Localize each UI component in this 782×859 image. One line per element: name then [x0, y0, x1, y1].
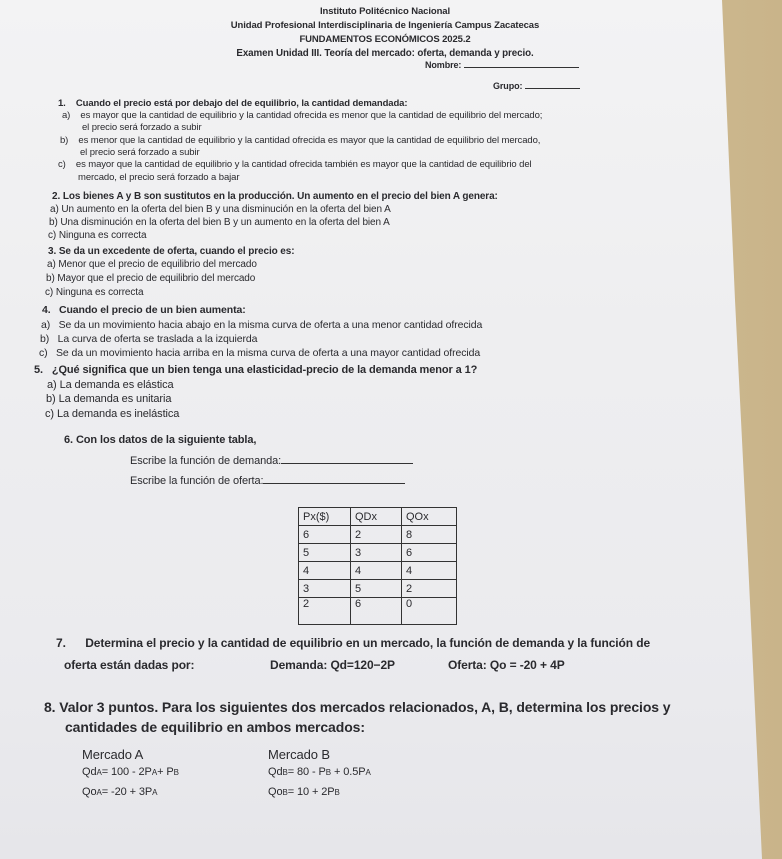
exam-title: Examen Unidad III. Teoría del mercado: oferta, demanda y precio.	[236, 48, 534, 59]
option-a[interactable]: a) Se da un movimiento hacia abajo en la misma curva de oferta a una menor cantidad ofrecida	[41, 319, 483, 331]
demand-prompt: Escribe la función de demanda:	[130, 455, 282, 467]
market-a-title: Mercado A	[82, 747, 144, 762]
question-text-cont: cantidades de equilibrio en ambos mercados:	[65, 719, 365, 735]
question-text-cont: oferta están dadas por:	[64, 658, 195, 672]
table-cell: 6	[299, 526, 351, 544]
table-cell: 5	[299, 544, 351, 562]
equation-term: = 100 - 2P	[101, 766, 152, 778]
table-cell: 4	[351, 562, 402, 580]
option-c[interactable]: c) La demanda es inelástica	[45, 408, 180, 420]
equation-subscript: A	[96, 788, 102, 797]
market-a-demand-equation	[82, 766, 179, 778]
table-cell: 5	[351, 580, 402, 598]
equation-subscript: B	[282, 788, 288, 797]
market-b-demand-equation	[268, 766, 371, 778]
option-b-cont: el precio será forzado a subir	[80, 147, 200, 158]
option-b[interactable]: b) Mayor que el precio de equilibrio del mercado	[46, 273, 256, 284]
table-row	[299, 580, 457, 598]
question-text: 8. Valor 3 puntos. Para los siguientes dos mercados relacionados, A, B, determina los precios y	[44, 699, 671, 715]
table-row	[299, 562, 457, 580]
equation-subscript: B	[173, 768, 179, 777]
table-cell: 6	[402, 544, 457, 562]
option-a[interactable]: a) Un aumento en la oferta del bien B y una disminución en la oferta del bien A	[50, 204, 391, 215]
question-text: 1. Cuando el precio está por debajo del de equilibrio, la cantidad demandada:	[58, 98, 408, 109]
equation-term: Qo	[268, 786, 283, 798]
table-header-row	[299, 508, 457, 526]
course-name: FUNDAMENTOS ECONÓMICOS 2025.2	[299, 34, 471, 45]
equation-term: = -20 + 3P	[101, 786, 153, 798]
table-row	[299, 544, 457, 562]
table-row	[299, 526, 457, 544]
equation-subscript: A	[152, 788, 158, 797]
question-text: 4. Cuando el precio de un bien aumenta:	[42, 304, 246, 316]
table-cell: 6	[351, 598, 402, 625]
unit-name: Unidad Profesional Interdisciplinaria de Ingeniería Campus Zacatecas	[230, 20, 540, 31]
table-cell: 4	[402, 562, 457, 580]
equation-term: Qd	[268, 766, 283, 778]
question-text: 7. Determina el precio y la cantidad de equilibrio en un mercado, la función de demanda y la función de	[56, 636, 651, 650]
equation-term: = 10 + 2P	[287, 786, 335, 798]
equation-subscript: A	[365, 768, 371, 777]
table-cell: 2	[299, 598, 351, 625]
option-a-cont: el precio será forzado a subir	[82, 122, 202, 133]
option-b[interactable]: b) La demanda es unitaria	[46, 393, 172, 405]
name-label: Nombre:	[425, 60, 462, 70]
question-text: 2. Los bienes A y B son sustitutos en la producción. Un aumento en el precio del bien A genera:	[52, 191, 498, 202]
option-b[interactable]: b) Una disminución en la oferta del bien B y un aumento en la oferta del bien A	[49, 217, 390, 228]
table-cell: 2	[402, 580, 457, 598]
market-b-title: Mercado B	[268, 747, 330, 762]
supply-function-field[interactable]	[130, 475, 405, 487]
equation-term: + P	[157, 766, 174, 778]
supply-equation: Oferta: Qo = -20 + 4P	[448, 658, 565, 672]
equation-subscript: B	[325, 768, 332, 777]
table-cell: 3	[299, 580, 351, 598]
option-a[interactable]: a) La demanda es elástica	[47, 379, 174, 391]
header-cell: Px($)	[299, 508, 351, 526]
option-c[interactable]: c) Ninguna es correcta	[48, 230, 147, 241]
question-text: 6. Con los datos de la siguiente tabla,	[64, 434, 257, 446]
header-cell: QDx	[351, 508, 402, 526]
group-field[interactable]	[493, 81, 580, 91]
market-a-supply-equation	[82, 786, 157, 798]
table-cell: 0	[402, 598, 457, 625]
header-cell: QOx	[402, 508, 457, 526]
table-cell: 8	[402, 526, 457, 544]
supply-prompt: Escribe la función de oferta:	[130, 475, 264, 487]
equation-term: Qo	[82, 786, 97, 798]
equation-subscript: B	[282, 768, 288, 777]
price-quantity-table	[298, 507, 457, 625]
group-label: Grupo:	[493, 81, 523, 91]
option-c[interactable]: c) Se da un movimiento hacia arriba en la misma curva de oferta a una mayor cantidad ofrecida	[39, 347, 481, 359]
option-b[interactable]: b) La curva de oferta se traslada a la izquierda	[40, 333, 258, 345]
equation-subscript: A	[151, 768, 158, 777]
option-b[interactable]: b) es menor que la cantidad de equilibrio y la cantidad ofrecida es mayor que la cantidad de equilibrio del mercado,	[60, 135, 541, 146]
option-a[interactable]: a) es mayor que la cantidad de equilibrio y la cantidad ofrecida es menor que la cantidad de equilibrio del mercado;	[62, 110, 543, 121]
equation-term: + 0.5P	[331, 766, 366, 778]
question-text: 3. Se da un excedente de oferta, cuando el precio es:	[48, 246, 295, 257]
name-field[interactable]	[425, 60, 579, 70]
option-a[interactable]: a) Menor que el precio de equilibrio del mercado	[47, 259, 257, 270]
question-text: 5. ¿Qué significa que un bien tenga una elasticidad-precio de la demanda menor a 1?	[34, 364, 478, 376]
table-cell: 4	[299, 562, 351, 580]
demand-function-field[interactable]	[130, 455, 413, 467]
institution-name: Instituto Politécnico Nacional	[319, 6, 450, 17]
equation-subscript: A	[96, 768, 102, 777]
equation-term: = 80 - P	[287, 766, 326, 778]
option-c[interactable]: c) Ninguna es correcta	[45, 287, 144, 298]
table-cell: 3	[351, 544, 402, 562]
equation-term: Qd	[82, 766, 97, 778]
table-row	[299, 598, 457, 625]
market-b-supply-equation	[268, 786, 340, 798]
option-c-cont: mercado, el precio será forzado a bajar	[78, 172, 240, 183]
equation-subscript: B	[334, 788, 340, 797]
table-cell: 2	[351, 526, 402, 544]
option-c[interactable]: c) es mayor que la cantidad de equilibrio y la cantidad ofrecida también es mayor que la cantidad de equilibrio del	[58, 159, 532, 170]
demand-equation: Demanda: Qd=120−2P	[270, 658, 395, 672]
